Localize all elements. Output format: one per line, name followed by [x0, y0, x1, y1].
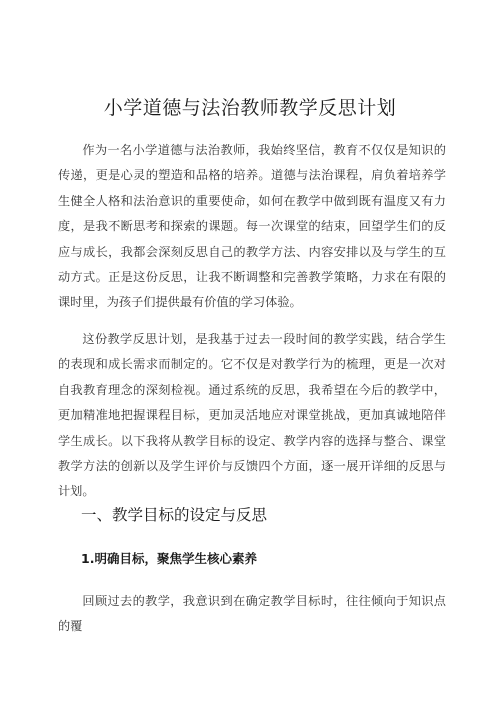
section-heading: 一、教学目标的设定与反思	[81, 506, 268, 524]
plan-overview-paragraph: 这份教学反思计划，是我基于过去一段时间的教学实践，结合学生的表现和成长需求而制定的。它不仅是对教学行为的梳理，更是一次对自我教育理念的深刻检视。通过系统的反思，我希望在今后的教学中，更加精准地把握课程目标，更加灵活地应对课堂挑战，更加真诚地陪伴学生成长。以下我将从教学目标的设定、教学内容的选择与整合、课堂教学方法的创新以及学生评价与反馈四个方面，逐一展开详细的反思与计划。	[58, 332, 446, 499]
intro-paragraph: 作为一名小学道德与法治教师，我始终坚信，教育不仅仅是知识的传递，更是心灵的塑造和品格的培养。道德与法治课程，肩负着培养学生健全人格和法治意识的重要使命，如何在教学中做到既有温度又有力度，是我不断思考和探索的课题。每一次课堂的结束，回望学生们的反应与成长，我都会深刻反思自己的教学方法、内容安排以及与学生的互动方式。正是这份反思，让我不断调整和完善教学策略，力求在有限的课时里，为孩子们提供最有价值的学习体验。	[58, 143, 446, 310]
subsection-heading: 1.明确目标，聚焦学生核心素养	[81, 551, 257, 566]
section-body-paragraph: 回顾过去的教学，我意识到在确定教学目标时，往往倾向于知识点的覆	[58, 594, 446, 634]
document-title: 小学道德与法治教师教学反思计划	[103, 97, 397, 119]
